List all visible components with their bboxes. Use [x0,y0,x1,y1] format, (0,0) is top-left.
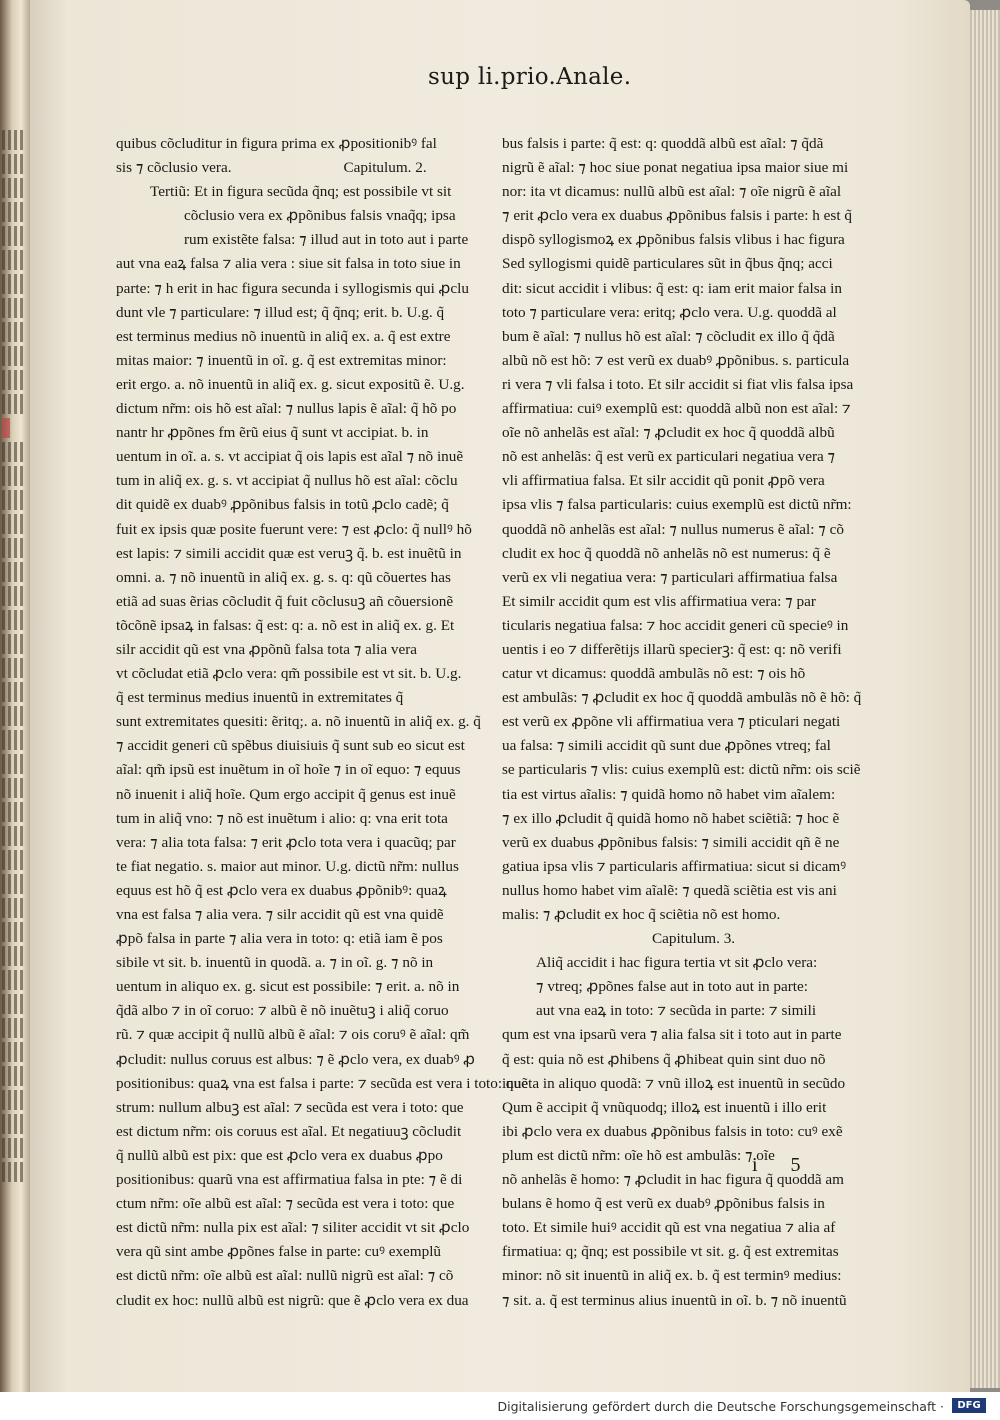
text-line: ri vera ⁊ vli falsa i toto. Et silr accidit si fiat vlis falsa ipsa [502,375,854,393]
text-line: est dictum nr̃m: ois coruus est aĩal. Et negatiuuꝫ cõcludit [116,1122,462,1140]
text-line: nõ anhelãs ẽ homo: ⁊ ꝓcludit in hac figura q̃ quoddã am [502,1171,844,1189]
left-page-edge [0,0,30,1392]
text-line: aĩal: qm̃ ipsũ est inuẽtum in oĩ hoĩe ⁊ in oĩ equo: ⁊ equus [116,761,461,779]
text-line: ibi ꝓclo vera ex duabus ꝓpõnibus falsis in toto: cuꝰ exẽ [502,1122,843,1140]
text-line: erit ergo. a. nõ inuentũ in aliq̃ ex. g. sicut expositũ ẽ. U.g. [116,375,465,393]
text-line: equus est hõ q̃ est ꝓclo vera ex duabus ꝓpõnibꝰ: quaꝝ [116,881,447,899]
text-line: te fiat negatio. s. maior aut minor. U.g. dictũ nr̃m: nullus [116,857,459,875]
text-line: vera qũ sint ambe ꝓpõnes false in parte: cuꝰ exemplũ [116,1243,442,1261]
text-line: etiã ad suas ẽrias cõcludit q̃ fuit cõclusuꝫ añ cõuersionẽ [116,592,454,610]
text-line: mitas maior: ⁊ inuentũ in oĩ. g. q̃ est extremitas minor: [116,351,447,369]
text-line: ꝓcludit: nullus coruus est albus: ⁊ ẽ ꝓclo vera, ex duabꝰ ꝓ [116,1050,476,1068]
chapter-heading: Capitulum. 2. [343,159,427,177]
text-line: vna est falsa ⁊ alia vera. ⁊ silr accidit qũ est vna quidẽ [116,906,444,923]
text-line: vli affirmatiua falsa. Et silr accidit qũ ponit ꝓpõ vera [502,472,825,490]
text-line-with-heading [116,156,468,180]
text-line: est lapis: ⁊ simili accidit quæ est veruꝫ q̃. b. est inuẽtũ in [116,544,462,562]
text-line: verũ ex duabus ꝓpõnibus falsis: ⁊ simili accidit qñ ẽ ne [502,833,840,851]
text-line: uentis i eo ⁊ differẽtijs illarũ specierꝫ: q̃ est: q: nõ verifi [502,640,842,658]
text-line: nor: ita vt dicamus: nullũ albũ est aĩal: ⁊ oĩe nigrũ ẽ aĩal [502,183,842,201]
text-line: cludit ex hoc q̃ quoddã nõ anhelãs nõ est numerus: q̃ ẽ [502,544,831,562]
text-line: qum est vna ipsarũ vera ⁊ alia falsa sit i toto aut in parte [502,1026,842,1044]
text-line: affirmatiua: cuiꝰ exemplũ est: quoddã albũ non est aĩal: ⁊ [502,400,851,418]
text-line: dit: sicut accidit i vlibus: q̃ est: q: iam erit maior falsa in [502,279,842,297]
text-line: catur vt dicamus: quoddã ambulãs nõ est: ⁊ ois hõ [502,665,806,683]
text-line: parte: ⁊ h erit in hac figura secunda i syllogismis qui ꝓclu [116,279,469,297]
text-line: plum est dictũ nr̃m: oĩe hõ est ambulãs: ⁊ oĩe [502,1146,775,1164]
text-line: tum in aliq̃ ex. g. s. vt accipiat q̃ nullus hõ est aĩal: cõclu [116,472,458,490]
text-column-left [116,132,528,1313]
text-line: gatiua ipsa vlis ⁊ particularis affirmatiua: sicut si dicamꝰ [502,857,847,875]
text-line: quibus cõcluditur in figura prima ex ꝓpositionibꝰ fal [116,135,437,152]
text-line: fuit ex ipsis quæ posite fuerunt vere: ⁊ est ꝓclo: q̃ nullꝰ hõ [116,520,472,538]
chapter-heading: Capitulum. 3. [652,930,736,948]
text-line: ctum nr̃m: oĩe albũ est aĩal: ⁊ secũda est vera i toto: que [116,1195,455,1213]
text-line: cõclusio vera ex ꝓpõnibus falsis vnaq̃q; ipsa [184,207,456,225]
text-line: inuẽta in aliquo quodã: ⁊ vnũ illoꝝ est inuentũ in secũdo [502,1074,846,1092]
text-line: silr accidit qũ est vna ꝓpõnũ falsa tota ⁊ alia vera [116,640,418,658]
text-line: rum existẽte falsa: ⁊ illud aut in toto aut i parte [184,231,469,249]
text-line: ⁊ ex illo ꝓcludit q̃ quidã homo nõ habet sciẽtiã: ⁊ hoc ẽ [502,809,840,827]
text-line: nõ inuenit i aliq̃ hoĩe. Qum ergo accipit q̃ genus est inuẽ [116,785,456,803]
text-line: est verũ ex ꝓpõne vli affirmatiua vera ⁊ pticulari negati [502,713,841,731]
text-line: toto ⁊ particulare vera: eritq; ꝓclo vera. U.g. quoddã al [502,303,837,321]
text-line: ⁊ sit. a. q̃ est terminus alius inuentũ in oĩ. b. ⁊ nõ inuentũ [502,1291,847,1309]
text-line: ⁊ accidit generi cũ spẽbus diuisiuis q̃ sunt sub eo sicut est [116,737,465,755]
signature-mark: i 5 [752,1154,815,1176]
text-line: vera: ⁊ alia tota falsa: ⁊ erit ꝓclo tota vera i quacũq; par [116,833,456,851]
text-line: rũ. ⁊ quæ accipit q̃ nullũ albũ ẽ aĩal: ⁊ ois coruꝰ ẽ aĩal: qm̃ [116,1026,470,1044]
text-line: cludit ex hoc: nullũ albũ est nigrũ: que ẽ ꝓclo vera ex dua [116,1291,469,1309]
text-line: est dictũ nr̃m: oĩe albũ est aĩal: nullũ nigrũ est aĩal: ⁊ cõ [116,1267,454,1285]
digitization-footer [0,1392,1000,1420]
text-line: tõcõnẽ ipsaꝝ in falsas: q̃ est: q: a. nõ est in aliq̃ ex. g. Et [116,616,455,634]
text-line: nõ est anhelãs: q̃ est verũ ex particulari negatiua vera ⁊ [502,448,836,466]
text-line: ⁊ erit ꝓclo vera ex duabus ꝓpõnibus falsis i parte: h est q̃ [502,207,852,225]
text-line: dispõ syllogismoꝝ ex ꝓpõnibus falsis vlibus i hac figura [502,231,845,249]
text-line: malis: ⁊ ꝓcludit ex hoc q̃ sciẽtia nõ est homo. [502,906,781,923]
text-line: strum: nullum albuꝫ est aĩal: ⁊ secũda est vera i toto: que [116,1098,464,1116]
text-line: verũ ex vli negatiua vera: ⁊ particulari affirmatiua falsa [502,568,838,586]
text-line: dictum nr̃m: ois hõ est aĩal: ⁊ nullus lapis ẽ aĩal: q̃ hõ po [116,400,457,418]
text-line: ua falsa: ⁊ simili accidit qũ sunt due ꝓpõnes vtreq; fal [502,737,831,755]
text-line: Qum ẽ accipit q̃ vnũquodq; illoꝝ est inuentũ i illo erit [502,1098,827,1116]
text-line: tia est virtus aĩalis: ⁊ quidã homo nõ habet vim aĩalem: [502,785,836,803]
text-line: omni. a. ⁊ nõ inuentũ in aliq̃ ex. g. s. q: qũ cõuertes has [116,568,451,586]
text-line: positionibus: quaꝝ vna est falsa i parte: ⁊ secũda est vera i toto: que [116,1074,528,1092]
text-line: uentum in aliquo ex. g. sicut est possibile: ⁊ erit. a. nõ in [116,978,460,996]
text-line: ꝓpõ falsa in parte ⁊ alia vera in toto: q: etiã iam ẽ pos [116,930,443,948]
text-line: sis ⁊ cõclusio vera. [116,159,232,177]
text-line: minor: nõ sit inuentũ in aliq̃ ex. b. q̃ est terminꝰ medius: [502,1267,842,1285]
text-line: nigrũ ẽ aĩal: ⁊ hoc siue ponat negatiua ipsa maior siue mi [502,159,849,177]
text-line: ipsa vlis ⁊ falsa particularis: cuius exemplũ est dictũ nr̃m: [502,496,852,514]
text-line: quoddã nõ anhelãs est aĩal: ⁊ nullus numerus ẽ aĩal: ⁊ cõ [502,520,844,538]
text-line: bus falsis i parte: q̃ est: q: quoddã albũ est aĩal: ⁊ q̃dã [502,135,824,152]
text-line: Et similr accidit qum est vlis affirmatiua vera: ⁊ par [502,592,816,610]
text-line: q̃ nullũ albũ est pix: que est ꝓclo vera ex duabus ꝓpo [116,1146,443,1164]
text-line: sibile vt sit. b. inuentũ in quodã. a. ⁊ in oĩ. g. ⁊ nõ in [116,954,434,972]
text-line: bum ẽ aĩal: ⁊ nullus hõ est aĩal: ⁊ cõcludit ex illo q̃ q̃dã [502,327,835,345]
running-header: sup li.prio.Anale. [428,64,632,90]
text-line: q̃ est: quia nõ est ꝓhibens q̃ ꝓhibeat quin sint duo nõ [502,1050,826,1068]
text-line: est dictũ nr̃m: nulla pix est aĩal: ⁊ siliter accidit vt sit ꝓclo [116,1219,470,1237]
text-line: est terminus medius nõ inuentũ in aliq̃ ex. a. q̃ est extre [116,327,451,345]
text-line: albũ nõ est hõ: ⁊ est verũ ex duabꝰ ꝓpõnibus. s. particula [502,351,850,369]
text-line: tum in aliq̃ vno: ⁊ nõ est inuẽtum i alio: q: vna erit tota [116,809,448,827]
text-line: Sed syllogismi quidẽ particulares sũt in q̃bus q̃nq; acci [502,255,833,273]
text-line: vt cõcludat etiã ꝓclo vera: qm̃ possibile est vt sit. b. U.g. [116,665,462,683]
text-line: dit quidẽ ex duabꝰ ꝓpõnibus falsis in totũ ꝓclo cadẽ; q̃ [116,496,449,514]
text-line: firmatiua: q; q̃nq; est possibile vt sit. g. q̃ est extremitas [502,1243,839,1261]
text-line: Tertiũ: Et in figura secũda q̃nq; est possibile vt sit [150,183,452,201]
text-line: toto. Et simile huiꝰ accidit qũ est vna negatiua ⁊ alia af [502,1219,836,1237]
text-line: q̃ est terminus medius inuentũ in extremitates q̃ [116,689,404,707]
text-line: aut vna eaꝝ in toto: ⁊ secũda in parte: ⁊ simili [536,1002,817,1020]
text-line: nullus homo habet vim aĩalẽ: ⁊ quedã sciẽtia est vis ani [502,881,837,899]
text-line: ticularis negatiua falsa: ⁊ hoc accidit generi cũ specieꝰ in [502,616,849,634]
text-line: aut vna eaꝝ falsa ⁊ alia vera : siue sit falsa in toto siue in [116,255,461,273]
text-line: sunt extremitates quesiti: ẽritq;. a. nõ inuentũ in aliq̃ ex. g. q̃ [116,713,481,731]
text-line: positionibus: quarũ vna est affirmatiua falsa in pte: ⁊ ẽ di [116,1171,463,1189]
text-line: Aliq̃ accidit i hac figura tertia vt sit ꝓclo vera: [536,954,818,972]
text-line: bulans ẽ homo q̃ est verũ ex duabꝰ ꝓpõnibus falsis in [502,1195,825,1213]
text-line: dunt vle ⁊ particulare: ⁊ illud est; q̃ q̃nq; erit. b. U.g. q̃ [116,303,445,321]
text-line: se particularis ⁊ vlis: cuius exemplũ est: dictũ nr̃m: ois sciẽ [502,761,861,779]
text-line: uentum in oĩ. a. s. vt accipiat q̃ ois lapis est aĩal ⁊ nõ inuẽ [116,448,464,466]
text-line: ⁊ vtreq; ꝓpõnes false aut in toto aut in parte: [536,978,808,996]
left-page-fragment [2,130,26,1210]
footer-credit: Digitalisierung gefördert durch die Deutsche Forschungsgemeinschaft · [497,1399,944,1414]
dfg-logo-icon[interactable]: DFG [952,1398,986,1413]
text-line: oĩe nõ anhelãs est aĩal: ⁊ ꝓcludit ex hoc q̃ quoddã albũ [502,424,835,442]
text-line: nantr hr ꝓpõnes fm ẽrũ eius q̃ sunt vt accipiat. b. in [116,424,429,442]
text-column-right [502,132,862,1313]
text-line: q̃dã albo ⁊ in oĩ coruo: ⁊ albũ ẽ nõ inuẽtuꝫ i aliq̃ coruo [116,1002,449,1020]
text-line: est ambulãs: ⁊ ꝓcludit ex hoc q̃ quoddã ambulãs nõ ẽ hõ: q̃ [502,689,862,707]
